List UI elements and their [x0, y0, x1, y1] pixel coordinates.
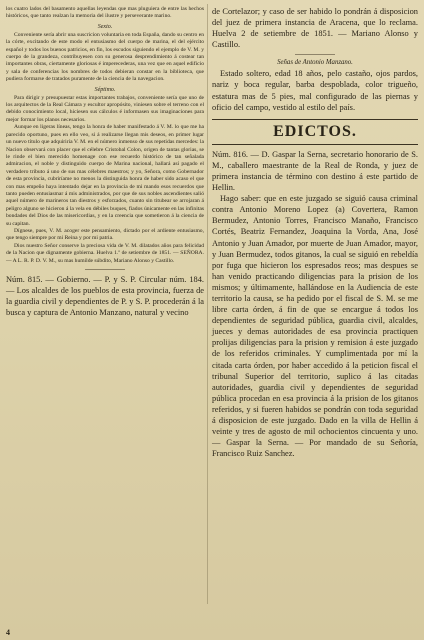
sexto-paragraph: Conveniente sería abrir una suscricion voluntaria en toda España, dando su centro en la córte, excitando de este modo el entusiasmo del cuerpo de marina, el del ejército español y todos los buenos patricios, en fin, los escudos siguiendo el ejemplo de V. M. y cuerpo de la grandeza, contribuyesen con su generosa desprendimiento á costear tan importantes obras, ciertamente gloriosas é imperecederas, una vez que en aquel edificio y sala de conferencias los nombres de todos debieran constar en la biblioteca, que pudiera formarse de tratados puramente de la ciencia de la navegacion.	[6, 31, 204, 83]
edictos-heading: EDICTOS.	[212, 119, 418, 145]
hago-saber-paragraph: Hago saber: que en este juzgado se siguió causa criminal contra Antonio Moreno Lopez (a) Covertera, Ramon Bermudez, Antonio Torres, Francisco Manaño, Francisco Cortés, Beatriz Fernandez, Joaquina la Vorda, Ana, José Antonio y Juan Amador, por muerte de Juan Amador, mayor, y Juan Bermudez, todos gitanos, la cual se siguió en rebeldía por fuga que hicieron los espresados reos; mas despues se han venido practicando diligencias para la prision de los mismos; y últimamente, hallándose en la Audiencia de este territorio la causa, se ha pedido por el fiscal de S. M. se me libre carta órden, á fin de que se encargue á todos los dependientes de seguridad pública, guardia civil, alcaldes, jueces y demas autoridades de esa provincia practiquen prolijas diligencias para la prision y remision á este juzgado de los referidos criminales. Y cumplimentada por mí la citada carta órden, por haber accedido á la peticion fiscal el tribunal Superior del territorio, suplico á las citadas autoridades, guardia civil y dependientes de seguridad pública procedan en esa provincia á la prision de los gitanos referidos, y si fueren habidos se pondrán con toda seguridad á disposicion de este juzgado. Dado en la villa de Hellin á veinte y tres de agosto de mil ochocientos cincuenta y uno. — Gaspar la Serna. — Por mandado de su Señoría, Francisco Ruiz Sanchez.	[212, 194, 418, 459]
sexto-title: Sexto.	[97, 23, 113, 30]
continuation-paragraph: de Cortelazor; y caso de ser habido lo pondrán á disposicion del juez de primera instancia de Aracena, que lo reclama. Huelva 2 de setiembre de 1851. — Mariano Alonso y Castillo.	[212, 7, 418, 50]
senas-paragraph: Estado soltero, edad 18 años, pelo castaño, ojos pardos, nariz y boca regular, barba despoblada, color trigueño, estatura mas de 5 pies, mal configurado de las piernas y oficio del campo, vestido al estilo del país.	[212, 69, 418, 112]
separator-rule	[295, 54, 335, 55]
senas-title: Señas de Antonio Manzano.	[277, 59, 353, 67]
separator-rule	[85, 269, 125, 270]
column-divider	[207, 4, 208, 604]
dios-paragraph: Dios nuestro Señor conserve la preciosa vida de V. M. dilatados años para felicidad de la Nacion que dignamente gobierna. Huelva 1.º de setiembre de 1851. — SEÑORA. — A L. R. P. D. V. M., su mas humilde súbdito, Mariano Alonso y Castillo.	[6, 242, 204, 264]
circular-paragraph: Núm. 815. — Gobierno. — P. y S. P. Circular núm. 184. — Los alcaldes de los pueblos de esta provincia, fuerza de la guardia civil y dependientes de P. y S. P. procederán á la busca y captura de Antonio Manzano, natural y vecino	[6, 275, 204, 318]
right-column	[212, 6, 418, 459]
left-column	[6, 6, 204, 318]
page-number: 4	[6, 628, 10, 637]
septimo-title: Séptimo.	[94, 86, 116, 93]
dignese-paragraph: Dígnese, pues, V. M. acoger este pensamiento, dictado por el ardiente entusiasmo, que tengo siempre por mi Reina y por mi patria.	[6, 227, 204, 242]
intro-paragraph: los cuatro lados del basamento aquellas leyendas que mas pluguiera de entre las hechos históricos, que tanto realzan la memoria del ilustre y perseverante marino.	[6, 6, 204, 20]
edicto-paragraph: Núm. 816. — D. Gaspar la Serna, secretario honorario de S. M., caballero maestrante de la Real de Ronda, y juez de primera instancia de término con destino á este partido de Hellin.	[212, 149, 418, 193]
aunque-paragraph: Aunque en ligeras líneas, tengo la honra de haber manifestado á V. M. lo que me ha parecido oportuno, pues en ello veo, si á realizarse llegan mis deseos, en primer lugar un nuevo título que adquiriría V. M. en el número inmenso de sus repetidas mercedes: la Nacion observará con placer que el célebre Cristobal Colon, origen de tantas glorias, se le rinde el bien merecido homenage con ese recuerdo histórico de tan señalada admiracion, el noble y distinguido cuerpo de Marina nacional, hallará así pagado el verdadero tributo á uno de sus mas célebres maestros; y yo, Señora, como Gobernador de esta provincia, cubriríame no menos la distinguida honra de haber sido acaso el que con mas empeño haya intentado dejar en la provincia de mi mando esos recuerdos que tanto pueden entusiasmar á mis administrados, por que de sus nobles ascendientes salió aquel número de marineros tan diestros y esforzados, cuanto sin titubear se arrojaran á peligro alguno se hicieron á la vela en débiles buques, fiados únicamente en las infinitas bondades del Dios de las misericordias, y en la creencia que sometieron á la ciencia de su capitan.	[6, 124, 204, 227]
septimo-paragraph: Para dirigir y presupuestar estas importantes trabajos, conveniente sería que uno de los arquitectos de la Real Cámara y escultor apropósito, viniesen sobre el terreno con el debido conocimiento local, hiciesen sus cálculos é informasen sus imaginaciones para mejor formar los planos necesarios.	[6, 94, 204, 123]
